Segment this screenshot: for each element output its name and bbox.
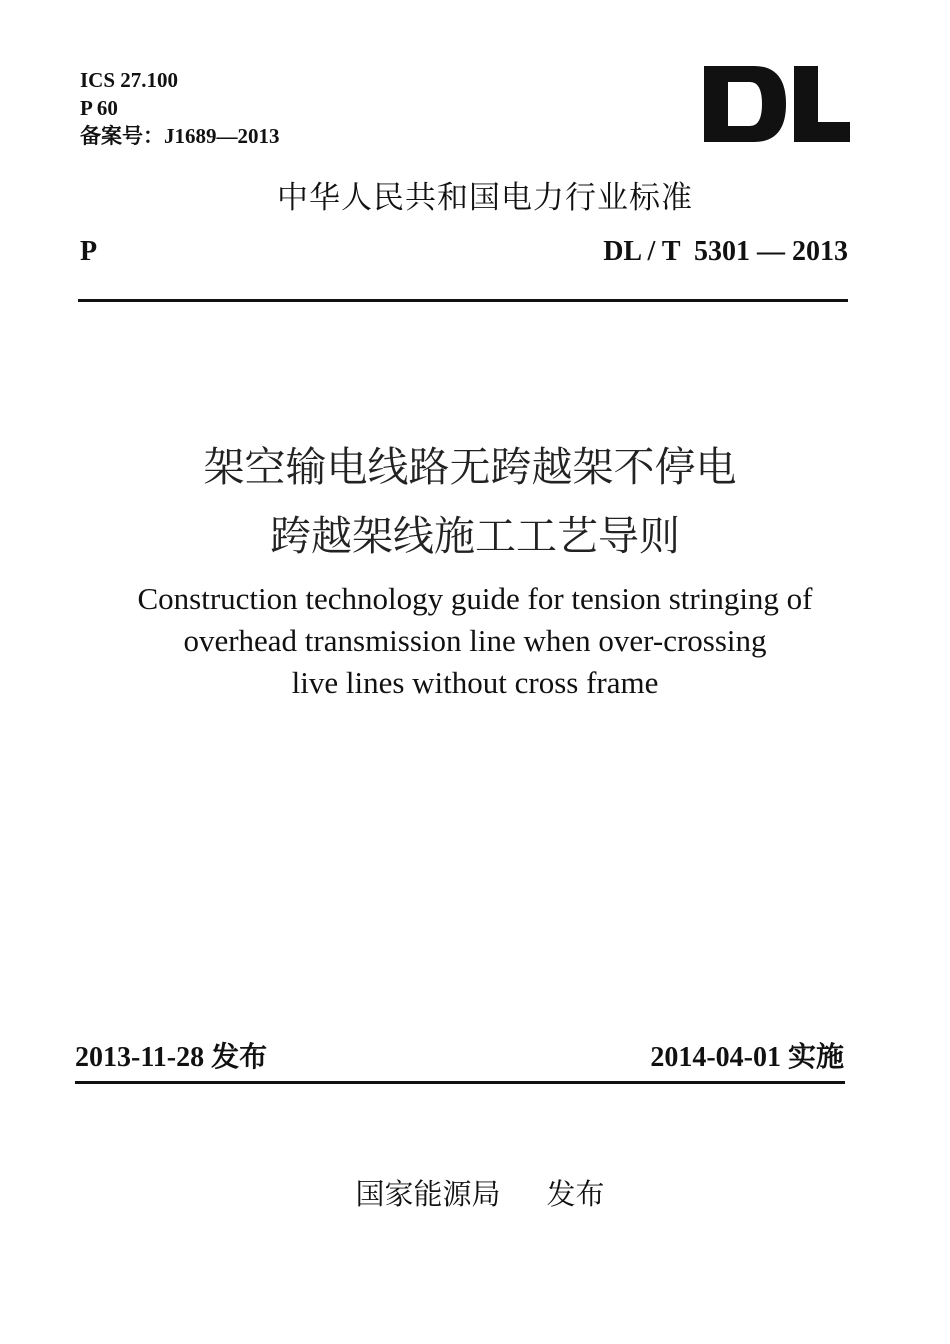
title-en-line-1: Construction technology guide for tension stringing of — [137, 581, 813, 616]
document-metadata — [80, 66, 280, 150]
title-en-line-3: live lines without cross frame — [291, 665, 659, 700]
title-english — [0, 578, 950, 704]
effective-date: 2014-04-01 实施 — [650, 1042, 844, 1073]
title-zh-line-2: 跨越架线施工工艺导则 — [270, 512, 680, 560]
industry-standard-title: 中华人民共和国电力行业标准 — [277, 180, 693, 216]
ics-code: ICS 27.100 — [80, 68, 179, 92]
dl-logo — [702, 64, 852, 144]
issue-date: 2013-11-28 发布 — [75, 1042, 268, 1073]
top-divider — [78, 299, 848, 302]
publisher: 国家能源局 发布 — [355, 1177, 605, 1211]
classification-code: P 60 — [80, 96, 118, 120]
bottom-divider — [75, 1081, 845, 1084]
title-en-line-2: overhead transmission line when over-crossing — [183, 623, 767, 658]
standard-number: DL / T 5301 — 2013 — [603, 236, 848, 267]
record-number: 备案号：J1689—2013 — [80, 124, 280, 148]
classification-letter: P — [80, 236, 98, 267]
title-zh-line-1: 架空输电线路无跨越架不停电 — [203, 443, 737, 491]
